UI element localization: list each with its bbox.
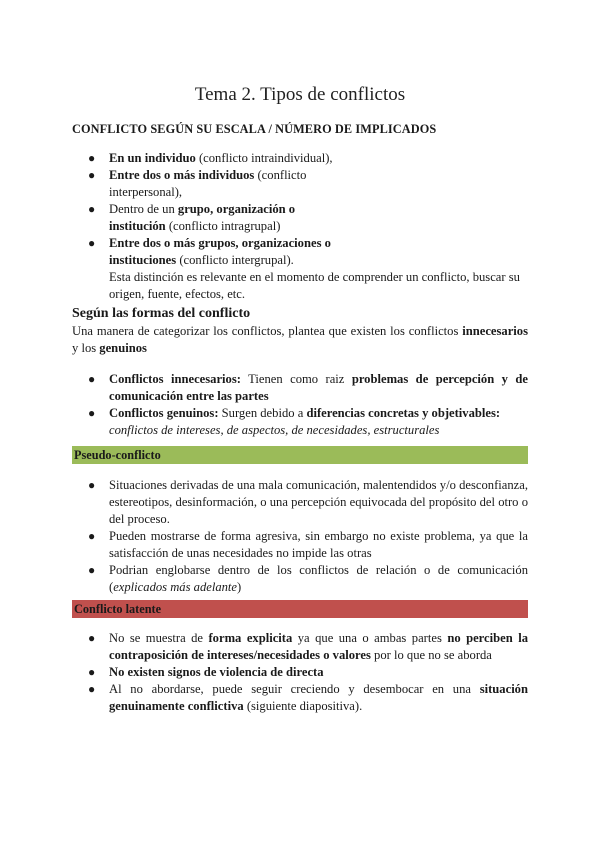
- latent-conflict-band: Conflicto latente: [72, 600, 528, 618]
- item-text: interpersonal),: [109, 185, 183, 199]
- item-bold: institución: [109, 219, 166, 233]
- item-bold: grupo, organización o: [177, 202, 296, 216]
- item-bold: Conflictos genuinos:: [109, 406, 219, 420]
- page-title: Tema 2. Tipos de conflictos: [194, 84, 406, 105]
- item-text: ya que una o ambas partes: [292, 631, 448, 645]
- item-bold: instituciones: [109, 253, 177, 267]
- item-bold: forma explicita: [208, 631, 293, 645]
- bullet-icon: ●: [88, 478, 96, 492]
- bullet-icon: ●: [88, 372, 96, 386]
- intro-bold: genuinos: [99, 341, 147, 355]
- item-bold: Conflictos innecesarios:: [109, 372, 241, 386]
- bullet-icon: ●: [88, 168, 96, 182]
- pseudo-list: [72, 477, 528, 596]
- list-item: [72, 528, 528, 562]
- item-text: Tienen como raiz: [240, 372, 352, 386]
- forms-heading: Según las formas del conflicto: [72, 306, 251, 321]
- list-item: [72, 150, 528, 167]
- intro-bold: innecesarios: [462, 324, 528, 338]
- item-text: (conflicto intraindividual),: [195, 151, 333, 165]
- item-text: No se muestra de: [109, 631, 209, 645]
- pseudo-conflict-band: Pseudo-conflicto: [72, 446, 528, 464]
- list-item: [72, 681, 528, 715]
- item-bold: Entre dos o más individuos: [109, 168, 255, 182]
- list-item: [72, 630, 528, 664]
- bullet-icon: ●: [88, 682, 96, 696]
- bullet-icon: ●: [88, 529, 96, 543]
- item-text: Podrian englobarse dentro de los conflictos de relación o de comunicación (: [109, 563, 528, 594]
- bullet-icon: ●: [88, 406, 96, 420]
- list-item: [72, 371, 528, 405]
- list-item: [72, 405, 528, 439]
- item-italic: explicados más adelante: [113, 580, 238, 594]
- item-text: Pueden mostrarse de forma agresiva, sin embargo no existe problema, ya que la satisfacción de unas necesidades no impide las otras: [109, 529, 528, 560]
- item-bold: problemas de percepción y de comunicación entre las partes: [109, 372, 528, 403]
- item-bold: En un individuo: [109, 151, 196, 165]
- item-bold: no perciben la contraposición de intereses/necesidades o valores: [109, 631, 528, 662]
- item-bold: Entre dos o más grupos, organizaciones o: [109, 236, 331, 250]
- forms-intro: [72, 323, 528, 357]
- scale-heading: CONFLICTO SEGÚN SU ESCALA / NÚMERO DE IMPLICADOS: [72, 122, 437, 136]
- forms-list: [72, 371, 528, 439]
- item-text: (conflicto intragrupal): [165, 219, 281, 233]
- list-item: [72, 664, 528, 681]
- bullet-icon: ●: [88, 631, 96, 645]
- item-text: (siguiente diapositiva).: [243, 699, 363, 713]
- list-item: [72, 201, 528, 235]
- item-italic: conflictos de intereses, de aspectos, de necesidades, estructurales: [109, 423, 440, 437]
- bullet-icon: ●: [88, 151, 96, 165]
- item-text: por lo que no se aborda: [370, 648, 492, 662]
- item-text: Situaciones derivadas de una mala comunicación, malentendidos y/o desconfianza, estereotipos, desinformación, o una percepción equivocada del propósito del otro o del proceso.: [109, 478, 528, 526]
- bullet-icon: ●: [88, 563, 96, 577]
- item-text: ): [237, 580, 242, 594]
- item-note: Esta distinción es relevante en el momento de comprender un conflicto, buscar su origen, fuente, efectos, etc.: [109, 270, 520, 301]
- item-text: (conflicto intergrupal).: [176, 253, 294, 267]
- list-item: [72, 562, 528, 596]
- bullet-icon: ●: [88, 665, 96, 679]
- intro-text: y los: [72, 341, 100, 355]
- bullet-icon: ●: [88, 202, 96, 216]
- list-item: [72, 235, 528, 303]
- intro-text: Una manera de categorizar los conflictos, plantea que existen los conflictos: [72, 324, 463, 338]
- scale-list: [72, 150, 528, 303]
- item-text: (conflicto: [254, 168, 307, 182]
- item-text: Dentro de un: [109, 202, 178, 216]
- item-bold: No existen signos de violencia de directa: [109, 665, 324, 679]
- list-item: [72, 167, 528, 201]
- item-text: Al no abordarse, puede seguir creciendo y desembocar en una: [109, 682, 480, 696]
- list-item: [72, 477, 528, 528]
- item-bold: situación genuinamente conflictiva: [109, 682, 528, 713]
- item-text: Surgen debido a: [218, 406, 307, 420]
- bullet-icon: ●: [88, 236, 96, 250]
- latent-list: [72, 630, 528, 715]
- item-bold: diferencias concretas y objetivables:: [306, 406, 501, 420]
